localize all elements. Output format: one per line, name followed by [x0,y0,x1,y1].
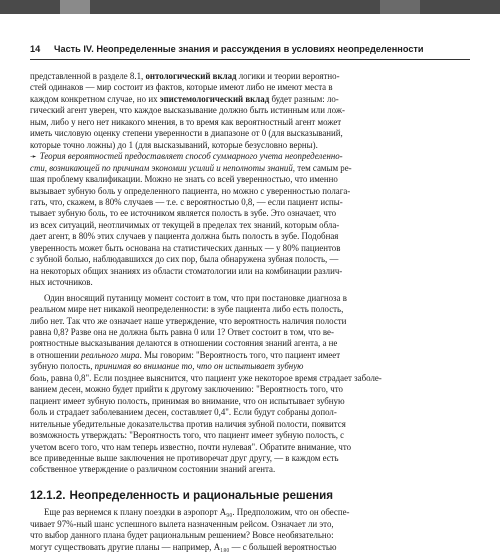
header-rule [30,59,470,60]
paragraph-1: представленной в разделе 8.1, онтологический вклад логики и теории вероятно- стей одинаков — мир состоит из фактов, которые имеют либо не имеют места в каждом конкретном случае, но их эпистемологический вклад будет разным: ло- гический агент уверен, что каждое высказывание должно быть истинным или лож- ным, либо у него нет никакого мнения, в то время как вероятностный агент может иметь числовую оценку степени уверенности в диапазоне от 0 (для высказываний, которые точно ложны) до 1 (для высказываний, которые безусловно верны). [30,71,345,150]
scan-top-edge [0,0,500,14]
margin-arrow-icon: ➛ [30,152,37,162]
paragraph-4: Еще раз вернемся к плану поездки в аэропорт A₉₀. Предположим, что он обеспе- чивает 97%-ный шанс успешного вылета назначенным рейсом. Означает ли это, что выбор данного плана будет рациональным решением? Вовсе необязательно: могут существовать другие планы — например, A₁₈₀ — с большей вероятностью [30,507,350,552]
scan-edge-mark [380,0,420,14]
scan-edge-mark [60,0,90,14]
page-body [30,71,470,553]
running-header [30,44,470,58]
running-title: Часть IV. Неопределенные знания и рассуждения в условиях неопределенности [54,44,424,54]
page-number: 14 [30,44,41,54]
section-title: Неопределенность и рациональные решения [69,488,334,502]
section-heading [30,490,470,501]
paragraph-2: ➛ Теория вероятностей предоставляет способ суммарного учета неопределенно- сти, возникающей по причинам экономии усилий и неполноты знаний, тем самым ре- шая проблему квалификации. Можно не знать со всей уверенностью, что именно вызывает зубную боль у определенного пациента, но можно с уверенностью полага- гать, что, скажем, в 80% случаев — т.е. с вероятностью 0,8, — если пациент испы- тывает зубную боль, то ее источником является полость в зубе. Это означает, что из всех ситуаций, неотличимых от текущей в пределах тех знаний, которым обла- дает агент, в 80% этих случаев у пациента должна быть полость в зубе. Подобная уверенность может быть основана на статистических данных — у 80% пациентов с зубной болью, наблюдавшихся до сих пор, была обнаружена зубная полость, — на некоторых общих знаниях из области стоматологии или на комбинации различ- ных источников. [30,151,352,288]
paragraph-3: Один вносящий путаницу момент состоит в том, что при постановке диагноза в реальном мире нет никакой неопределенности: в зубе пациента либо есть полость, либо нет. Так что же означает наше утверждение, что вероятность наличия полости равна 0,8? Разве она не должна быть равна 0 или 1? Ответ состоит в том, что ве- роятностные высказывания делаются в отношении состояния знаний агента, а не в отношении реального мира. Мы говорим: "Вероятность того, что пациент имеет зубную полость, принимая во внимание то, что он испытывает зубную боль, равна 0,8". Если позднее выяснится, что пациент уже некоторое время страдает заболе- ванием десен, можно будет прийти к другому заключению: "Вероятность того, что пациент имеет зубную полость, принимая во внимание, что он испытывает зубную боль и страдает заболеванием десен, составляет 0,4". Если будут собраны допол- нительные убедительные доказательства против наличия зубной полости, появится возможность утверждать: "Вероятность того, что пациент имеет зубную полость, с учетом всего того, что нам теперь известно, почти нулевая". Обратите внимание, что все приведенные выше заключения не противоречат друг другу, — в каждом есть собственное утверждение о различном состоянии знаний агента. [30,292,382,475]
section-number: 12.1.2. [30,488,66,502]
